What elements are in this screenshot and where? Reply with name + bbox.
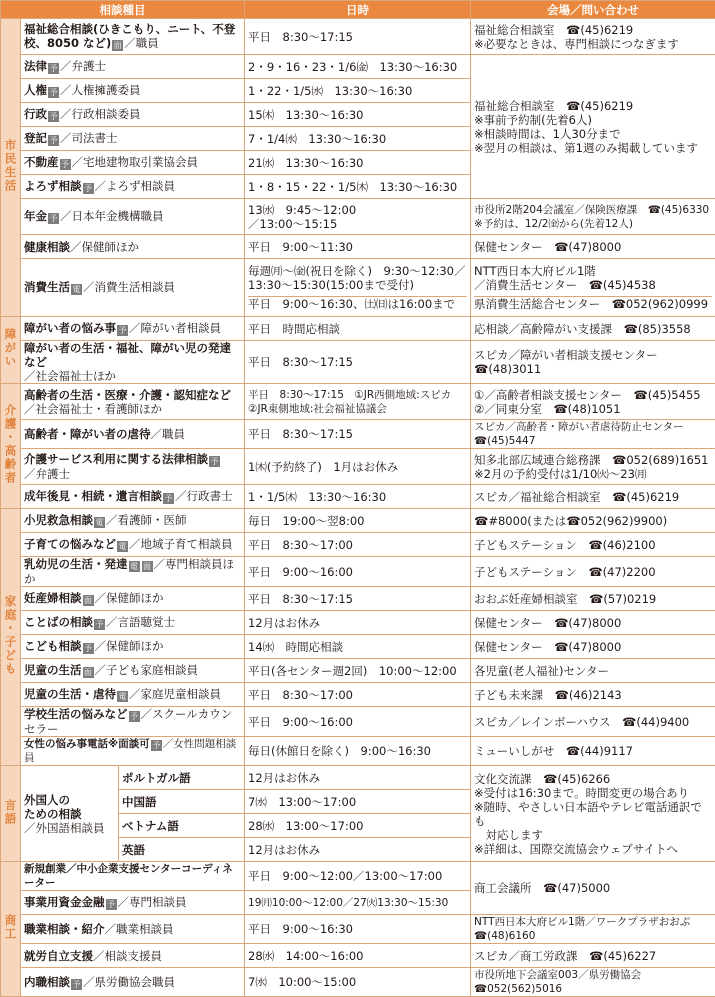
row-employment-date: 28㈬ 14:00〜16:00 bbox=[245, 944, 471, 968]
row-general-date: 1・8・15・22・1/5㈭ 13:30〜16:30 bbox=[245, 175, 471, 199]
row-speech-contact: 保健センター ☎(47)8000 bbox=[471, 611, 715, 635]
category-care: 介護・高齢者 bbox=[1, 384, 21, 509]
reserve-icon: 予 bbox=[49, 136, 58, 145]
row-admin-date: 15㈭ 13:30〜16:30 bbox=[245, 103, 471, 127]
phone-icon: 電 bbox=[95, 518, 104, 527]
row-abuse-contact: スピカ／高齢者・障がい者虐待防止センター☎(45)5447 bbox=[471, 420, 715, 449]
row-admin-topic: 行政 予 ／行政相談委員 bbox=[21, 103, 245, 127]
row-health-contact: 保健センター ☎(47)8000 bbox=[471, 235, 715, 259]
reserve-icon: 予 bbox=[49, 88, 58, 97]
reserve-icon: 予 bbox=[107, 900, 115, 909]
reserve-icon: 予 bbox=[152, 741, 161, 750]
lang-chinese-date: 7㈬ 13:00〜17:00 bbox=[245, 790, 471, 814]
row-law-date: 2・9・16・23・1/6㈮ 13:30〜16:30 bbox=[245, 55, 471, 79]
row-employment-contact: スピカ／商工労政課 ☎(45)6227 bbox=[471, 944, 715, 968]
row-elderly-life-topic: 高齢者の生活・医療・介護・認知症など ／社会福祉士・看護師ほか bbox=[21, 384, 245, 420]
row-pregnancy-date: 平日 8:30〜17:15 bbox=[245, 587, 471, 611]
row-pregnancy-contact: おおぶ妊産婦相談室 ☎(57)0219 bbox=[471, 587, 715, 611]
row-homework-date: 7㈬ 10:00〜15:00 bbox=[245, 968, 471, 997]
row-law-topic: 法律 予 ／弁護士 bbox=[21, 55, 245, 79]
phone-icon: 電 bbox=[118, 692, 127, 701]
reserve-icon: 予 bbox=[49, 214, 58, 223]
row-finance-date: 19㈪10:00〜12:00／27㈫13:30〜15:30 bbox=[245, 891, 471, 915]
row-child-life-contact: 各児童(老人福祉)センター bbox=[471, 659, 715, 683]
row-disability-life-contact: スピカ／障がい者相談支援センター ☎(48)3011 bbox=[471, 341, 715, 384]
row-realestate-topic: 不動産 予 ／宅地建物取引業協会員 bbox=[21, 151, 245, 175]
row-guardian-date: 1・1/5㈭ 13:30〜16:30 bbox=[245, 485, 471, 509]
category-family: 家庭・子ども bbox=[1, 509, 21, 766]
row-jobs-date: 平日 9:00〜16:30 bbox=[245, 915, 471, 944]
row-registry-topic: 登記 予 ／司法書士 bbox=[21, 127, 245, 151]
row-speech-topic: ことばの相談 予 ／言語聴覚士 bbox=[21, 611, 245, 635]
row-infant-contact: 子どもステーション ☎(47)2200 bbox=[471, 557, 715, 587]
row-rights-topic: 人権 予 ／人権擁護委員 bbox=[21, 79, 245, 103]
lang-vietnamese-date: 28㈬ 13:00〜17:00 bbox=[245, 814, 471, 838]
row-child-abuse-contact: 子ども未来課 ☎(46)2143 bbox=[471, 683, 715, 707]
reserve-icon: 予 bbox=[95, 620, 104, 629]
row-health-date: 平日 9:00〜11:30 bbox=[245, 235, 471, 259]
row-abuse-topic: 高齢者・障がい者の虐待／職員 bbox=[21, 420, 245, 449]
row-employment-topic: 就労自立支援／相談支援員 bbox=[21, 944, 245, 968]
row-pediatric-date: 毎日 19:00〜翌8:00 bbox=[245, 509, 471, 533]
row-women-topic: 女性の悩み事電話※面談可 予 ／女性問題相談員 bbox=[21, 737, 245, 766]
reserve-icon: 予 bbox=[164, 494, 173, 503]
lang-portuguese: ポルトガル語 bbox=[119, 766, 245, 790]
row-speech-date: 12月はお休み bbox=[245, 611, 471, 635]
row-elderly-life-contact: ①／高齢者相談支援センター ☎(45)5455 ②／同東分室 ☎(48)1051 bbox=[471, 384, 715, 420]
row-realestate-date: 21㈬ 13:30〜16:30 bbox=[245, 151, 471, 175]
row-child-life-date: 平日(各センター週2回) 10:00〜12:00 bbox=[245, 659, 471, 683]
row-guardian-topic: 成年後見・相続・遺言相談 予 ／行政書士 bbox=[21, 485, 245, 509]
row-jobs-contact: NTT西日本大府ビル1階／ワークプラザおおぶ ☎(48)6160 bbox=[471, 915, 715, 944]
row-foreign-contact: 文化交流課 ☎(45)6266 ※受付は16:30まで。時間変更の場合あり ※随時、やさしい日本語やテレビ電話通訳でも 対応します ※詳細は、国際交流協会ウェブサイトへ bbox=[471, 766, 715, 862]
row-health-topic: 健康相談／保健師ほか bbox=[21, 235, 245, 259]
row-general-topic: よろず相談 予 ／よろず相談員 bbox=[21, 175, 245, 199]
reserve-icon: 予 bbox=[49, 64, 58, 73]
row-elderly-life-date: 平日 8:30〜17:15 ①JR西側地域:スピカ ②JR東側地域:社会福祉協議会 bbox=[245, 384, 471, 420]
reserve-icon: 予 bbox=[49, 112, 58, 121]
row-finance-topic: 事業用資金金融 予 ／専門相談員 bbox=[21, 891, 245, 915]
lang-english-date: 12月はお休み bbox=[245, 838, 471, 862]
reserve-icon: 予 bbox=[84, 184, 92, 193]
row-registry-date: 7・1/4㈬ 13:30〜16:30 bbox=[245, 127, 471, 151]
row-parenting-topic: 子育ての悩みなど 電 ／地域子育て相談員 bbox=[21, 533, 245, 557]
row-welfare-date: 平日 8:30〜17:15 bbox=[245, 19, 471, 55]
row-pension-date: 13㈬ 9:45〜12:00 ／13:00〜15:15 bbox=[245, 199, 471, 235]
row-pension-topic: 年金 予 ／日本年金機構職員 bbox=[21, 199, 245, 235]
reserve-icon: 予 bbox=[118, 326, 127, 335]
face-icon: 面 bbox=[143, 562, 151, 571]
row-rights-date: 1・22・1/5㈬ 13:30〜16:30 bbox=[245, 79, 471, 103]
lang-portuguese-date: 12月はお休み bbox=[245, 766, 471, 790]
reserve-icon: 予 bbox=[130, 712, 138, 721]
row-pregnancy-topic: 妊産婦相談 面 ／保健師ほか bbox=[21, 587, 245, 611]
row-school-date: 平日 9:00〜16:00 bbox=[245, 707, 471, 737]
row-infant-date: 平日 9:00〜16:00 bbox=[245, 557, 471, 587]
row-parenting-contact: 子どもステーション ☎(46)2100 bbox=[471, 533, 715, 557]
row-consumer-date: 毎週㈪〜㈮(祝日を除く) 9:30〜12:30／13:30〜15:30(15:00まで受付) 平日 9:00〜16:30、㈯㈰は16:00まで bbox=[245, 259, 471, 317]
row-disability-worry-contact: 応相談／高齢障がい支援課 ☎(85)3558 bbox=[471, 317, 715, 341]
category-language: 言語 bbox=[1, 766, 21, 862]
row-care-law-topic: 介護サービス利用に関する法律相談 予 ／弁護士 bbox=[21, 449, 245, 485]
row-school-contact: スピカ／レインボーハウス ☎(44)9400 bbox=[471, 707, 715, 737]
header-date: 日時 bbox=[245, 1, 471, 19]
face-icon: 面 bbox=[84, 596, 92, 605]
row-child-abuse-date: 平日 8:30〜17:00 bbox=[245, 683, 471, 707]
row-disability-worry-topic: 障がい者の悩み事 予 ／障がい者相談員 bbox=[21, 317, 245, 341]
row-child-topic: こども相談 予 ／保健師ほか bbox=[21, 635, 245, 659]
category-disability: 障がい bbox=[1, 317, 21, 384]
row-pension-contact: 市役所2階204会議室／保険医療課 ☎(45)6330 ※予約は、12/2㈮から(先着12人) bbox=[471, 199, 715, 235]
row-guardian-contact: スピカ／福祉総合相談室 ☎(45)6219 bbox=[471, 485, 715, 509]
row-disability-life-topic: 障がい者の生活・福祉、障がい児の発達など ／社会福祉士ほか bbox=[21, 341, 245, 384]
row-care-law-contact: 知多北部広域連合総務課 ☎052(689)1651 ※2月の予約受付は1/10㈫〜23㈪ bbox=[471, 449, 715, 485]
phone-icon: 電 bbox=[72, 285, 81, 294]
category-commerce: 商工 bbox=[1, 862, 21, 997]
row-infant-topic: 乳幼児の生活・発達 電 面 ／専門相談員ほか bbox=[21, 557, 245, 587]
row-school-topic: 学校生活の悩みなど 予 ／スクールカウンセラー bbox=[21, 707, 245, 737]
row-welfare-contact: 福祉総合相談室 ☎(45)6219 ※必要なときは、専門相談につなぎます bbox=[471, 19, 715, 55]
lang-chinese: 中国語 bbox=[119, 790, 245, 814]
header-contact: 会場／問い合わせ bbox=[471, 1, 715, 19]
row-homework-topic: 内職相談 予 ／県労働協会職員 bbox=[21, 968, 245, 997]
row-pediatric-contact: ☎#8000(または☎052(962)9900) bbox=[471, 509, 715, 533]
row-homework-contact: 市役所地下会議室003／県労働協会 ☎052(562)5016 bbox=[471, 968, 715, 997]
row-women-contact: ミューいしがせ ☎(44)9117 bbox=[471, 737, 715, 766]
row-pediatric-topic: 小児救急相談 電 ／看護師・医師 bbox=[21, 509, 245, 533]
header-topic: 相談種目 bbox=[1, 1, 245, 19]
commerce-contact: 商工会議所 ☎(47)5000 bbox=[471, 862, 715, 915]
row-consumer-topic: 消費生活 電 ／消費生活相談員 bbox=[21, 259, 245, 317]
row-disability-life-date: 平日 8:30〜17:15 bbox=[245, 341, 471, 384]
lang-vietnamese: ベトナム語 bbox=[119, 814, 245, 838]
phone-icon: 電 bbox=[118, 542, 127, 551]
row-welfare-topic: 福祉総合相談(ひきこもり、ニート、不登校、8050 など) 面 ／職員 bbox=[21, 19, 245, 55]
face-icon: 面 bbox=[113, 41, 122, 50]
row-startup-date: 平日 9:00〜12:00／13:00〜17:00 bbox=[245, 862, 471, 891]
category-civic: 市民生活 bbox=[1, 19, 21, 317]
face-icon: 面 bbox=[84, 668, 92, 677]
row-jobs-topic: 職業相談・紹介／職業相談員 bbox=[21, 915, 245, 944]
row-care-law-date: 1㈭(予約終了) 1月はお休み bbox=[245, 449, 471, 485]
phone-icon: 電 bbox=[130, 562, 138, 571]
row-startup-topic: 新規創業／中小企業支援センターコーディネーター bbox=[21, 862, 245, 891]
lang-english: 英語 bbox=[119, 838, 245, 862]
row-disability-worry-date: 平日 時間応相談 bbox=[245, 317, 471, 341]
reserve-icon: 予 bbox=[210, 457, 219, 466]
reserve-icon: 予 bbox=[61, 160, 69, 169]
row-women-date: 毎日(休館日を除く) 9:00〜16:30 bbox=[245, 737, 471, 766]
row-child-abuse-topic: 児童の生活・虐待 電 ／家庭児童相談員 bbox=[21, 683, 245, 707]
shared-contact: 福祉総合相談室 ☎(45)6219 ※事前予約制(先着6人) ※相談時間は、1人30分まで ※翌月の相談は、第1週のみ掲載しています bbox=[471, 55, 715, 199]
row-child-life-topic: 児童の生活 面 ／子ども家庭相談員 bbox=[21, 659, 245, 683]
reserve-icon: 予 bbox=[84, 644, 92, 653]
row-foreign-topic: 外国人の ための相談 ／外国語相談員 bbox=[21, 766, 119, 862]
row-abuse-date: 平日 8:30〜17:15 bbox=[245, 420, 471, 449]
row-consumer-contact: NTT西日本大府ビル1階 ／消費生活センター ☎(45)4538 県消費生活総合センター ☎052(962)0999 bbox=[471, 259, 715, 317]
row-child-date: 14㈬ 時間応相談 bbox=[245, 635, 471, 659]
reserve-icon: 予 bbox=[72, 979, 81, 989]
row-parenting-date: 平日 8:30〜17:00 bbox=[245, 533, 471, 557]
row-child-contact: 保健センター ☎(47)8000 bbox=[471, 635, 715, 659]
